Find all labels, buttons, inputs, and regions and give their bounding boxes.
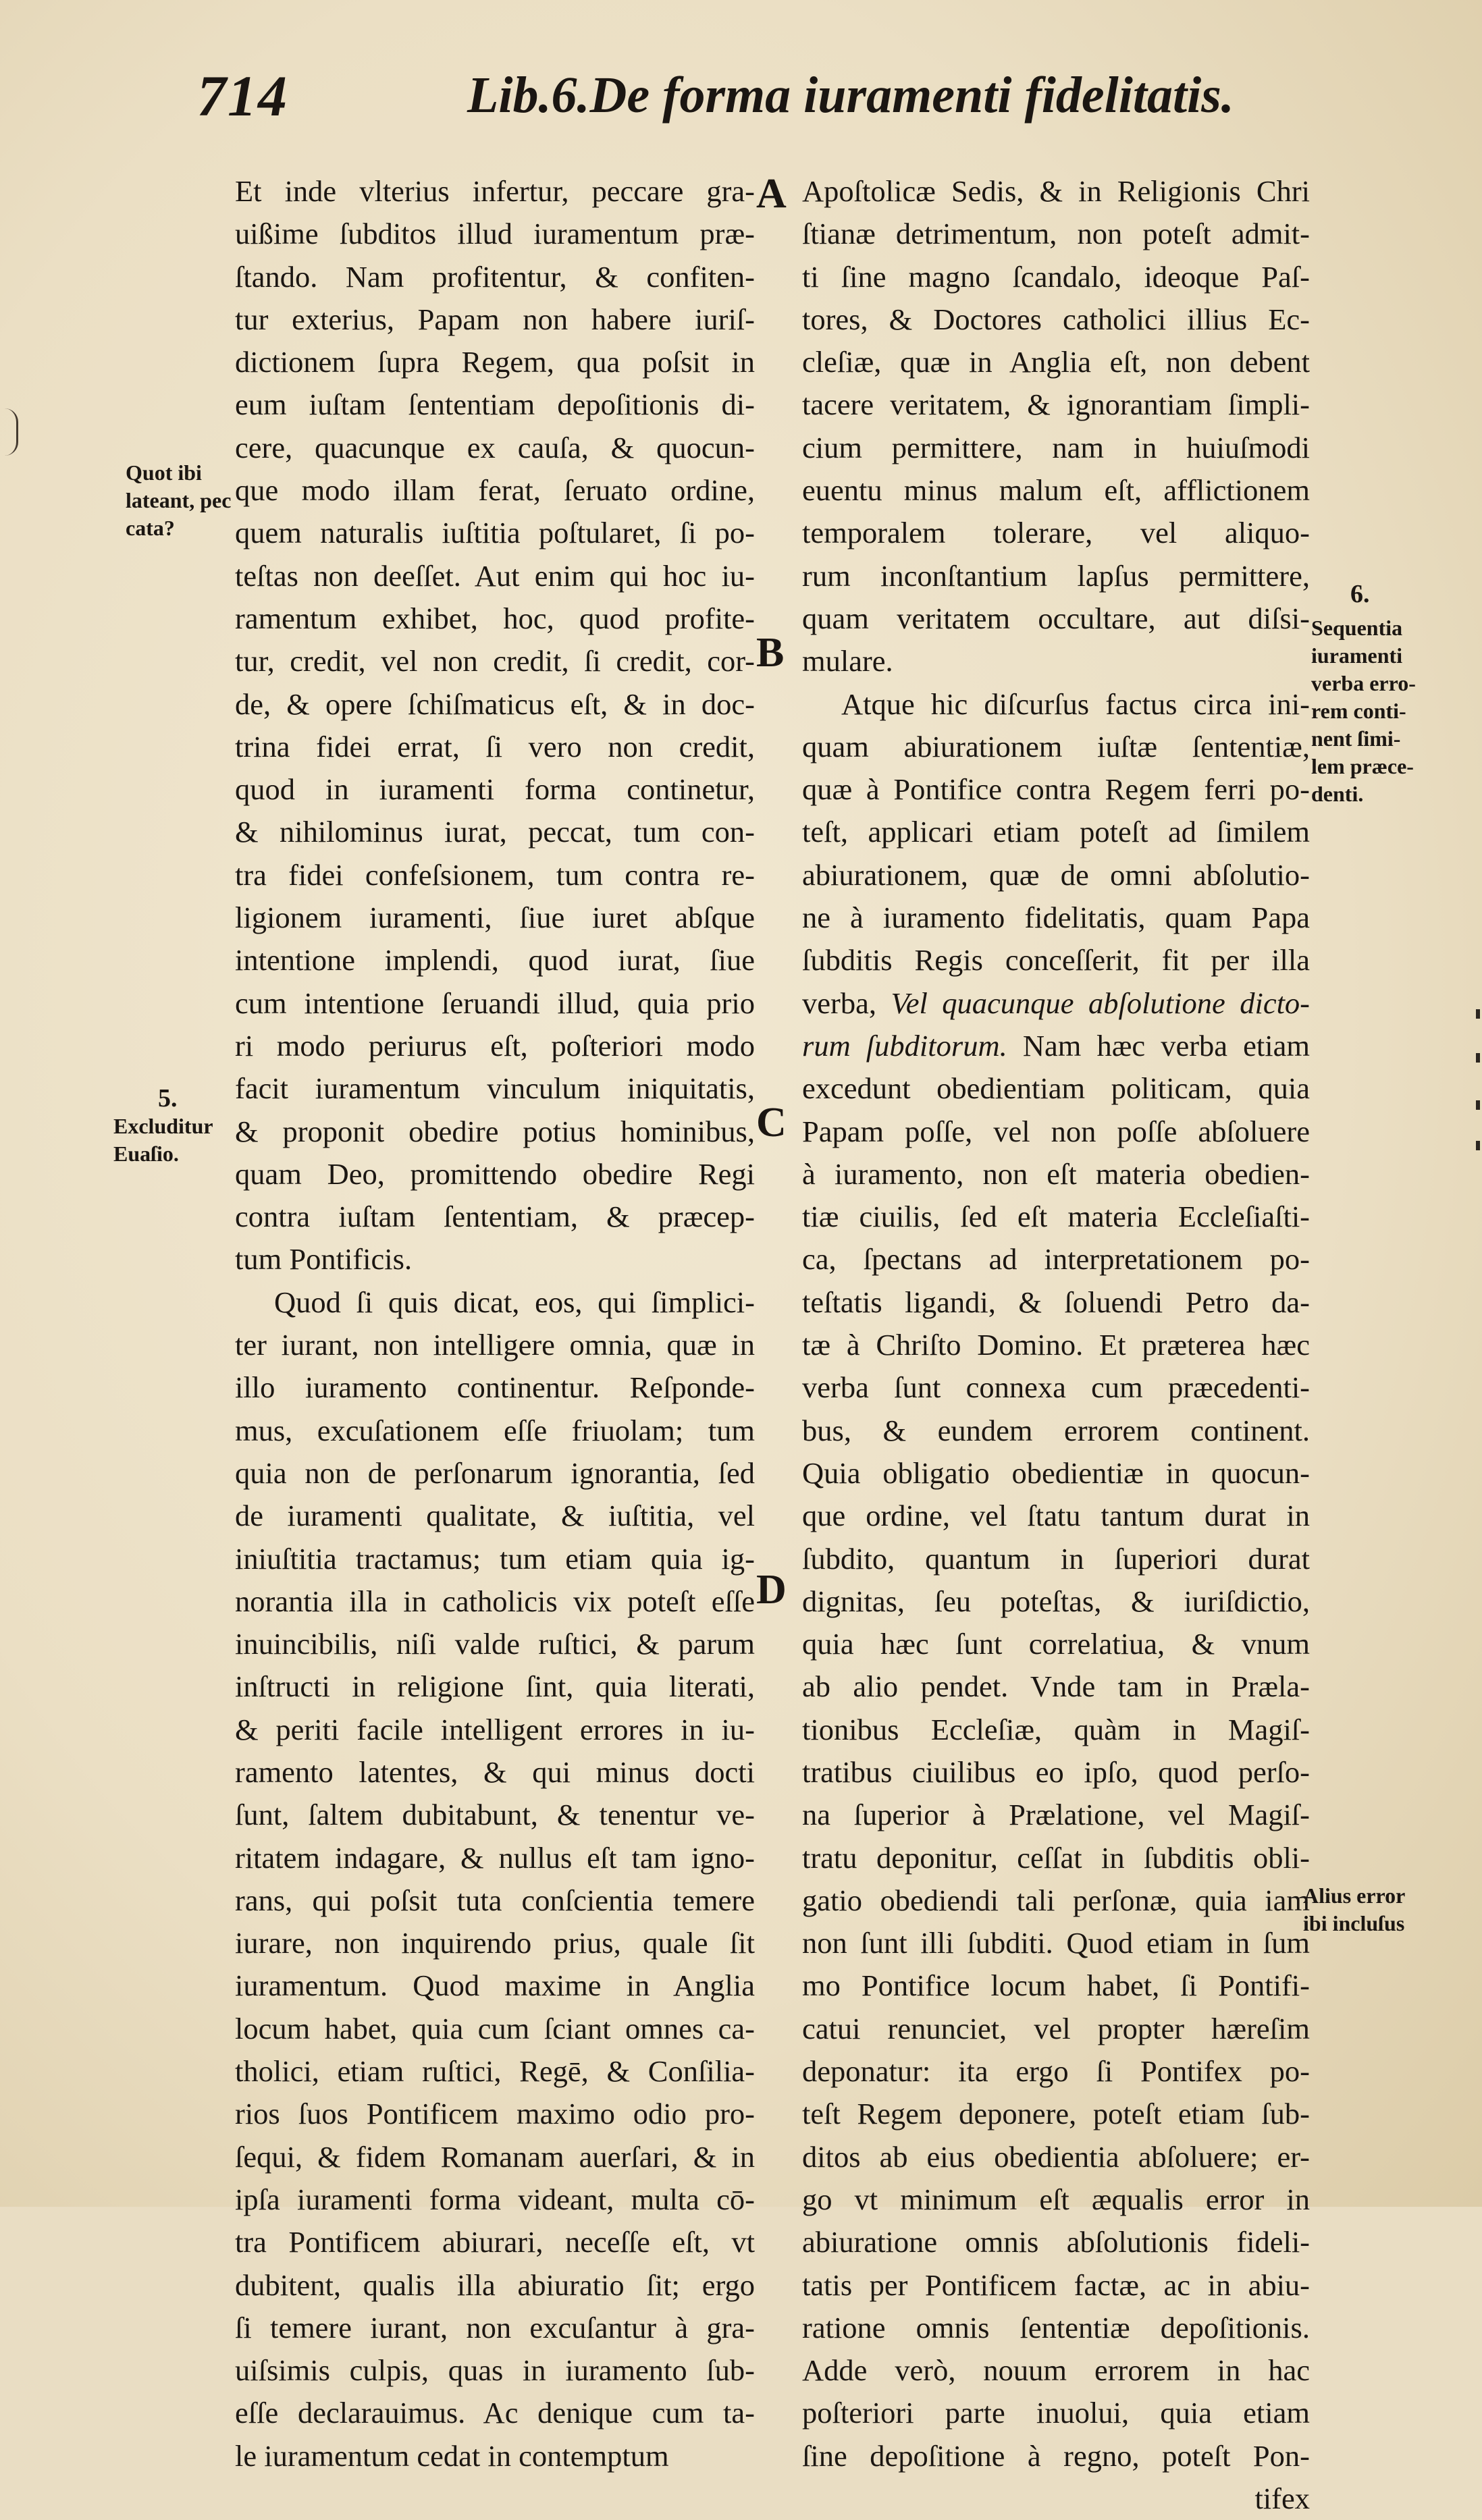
text-line: ter iurant, non intelligere omnia, quæ in [235,1328,755,1362]
text-line: ti ſine magno ſcandalo, ideoque Paſ- [802,259,1310,294]
text-line: ca, ſpectans ad interpretationem po- [802,1242,1310,1277]
text-line: cere, quacunque ex cauſa, & quocun- [235,430,755,464]
text-line: iuramentum. Quod maxime in Anglia [235,1968,755,2003]
text-line: ſubditis Regis conceſſerit, fit per illa [802,943,1310,977]
text-line: temporalem tolerare, vel aliquo- [802,516,1310,550]
text-line: teſtas non deeſſet. Aut enim qui hoc iu- [235,558,755,593]
text-line: de, & opere ſchiſmaticus eſt, & in doc- [235,687,755,721]
text-line: Quod ſi quis dicat, eos, qui ſimplici- [274,1285,755,1319]
text-line: rum ſubditorum. Nam hæc verba etiam [802,1028,1310,1063]
text-line: bus, & eundem errorem continent. [802,1413,1310,1447]
marginal-note-quot-ibi [126,459,231,542]
note-line: lateant, pec [126,488,232,512]
text-line: abiuratione omnis abſolutionis fideli- [802,2225,1310,2259]
text-line: eum iuſtam ſententiam depoſitionis di- [235,387,755,422]
text-line: ri modo periurus eſt, poſteriori modo [235,1028,755,1063]
text-line: quia non de perſonarum ignorantia, ſed [235,1455,755,1490]
text-line: ſtando. Nam profitentur, & confiten- [235,259,755,294]
text-line: ditos ab eius obedientia abſoluere; er- [802,2139,1310,2174]
page-number: 714 [197,63,288,128]
text-line: quod in iuramenti forma continetur, [235,772,755,807]
section-letter-d: D [756,1567,787,1613]
note-line: lem præce- [1311,754,1414,778]
edge-fleck [1476,1009,1480,1019]
note-line: nent ſimi- [1311,726,1401,751]
note-line: ibi incluſus [1303,1911,1405,1935]
text-line: dubitent, qualis illa abiuratio ſit; ergo [235,2268,755,2302]
text-line: teſt Regem deponere, poteſt etiam ſub- [802,2097,1310,2131]
text-line: quia hæc ſunt correlatiua, & vnum [802,1627,1310,1661]
text-line: teſt, applicari etiam poteſt ad ſimilem [802,815,1310,849]
note-line: iuramenti [1311,643,1403,668]
marginal-note-number-5: 5. [158,1084,178,1112]
text-line: poſteriori parte inuolui, quia etiam [802,2396,1310,2430]
text-line: cium permittere, nam in huiuſmodi [802,430,1310,464]
text-line: excedunt obedientiam politicam, quia [802,1071,1310,1106]
text-line: Apoſtolicæ Sedis, & in Religionis Chri [802,174,1310,208]
text-line: que ordine, vel ſtatu tantum durat in [802,1499,1310,1533]
text-line: tra Pontificem abiurari, neceſſe eſt, vt [235,2225,755,2259]
text-line: ſequi, & fidem Romanam auerſari, & in [235,2139,755,2174]
note-line: denti. [1311,782,1364,806]
text-line: intentione implendi, quod iurat, ſiue [235,943,755,977]
page-header [197,62,1345,143]
text-line: ramentum exhibet, hoc, quod profite- [235,601,755,635]
text-line: non ſunt illi ſubditi. Quod etiam in ſum [802,1926,1310,1960]
text-line: ramento latentes, & qui minus docti [235,1754,755,1789]
text-line: Papam poſſe, vel non poſſe abſoluere [802,1114,1310,1148]
text-line: norantia illa in catholicis vix poteſt eſſe [235,1584,755,1618]
text-line: uißime ſubditos illud iuramentum præ- [235,217,755,251]
text-line: cleſiæ, quæ in Anglia eſt, non debent [802,345,1310,379]
text-line: tur, credit, vel non credit, ſi credit, cor- [235,644,755,678]
text-line: trina fidei errat, ſi vero non credit, [235,729,755,763]
text-line: rios ſuos Pontificem maximo odio pro- [235,2097,755,2131]
text-line: gatio obediendi tali perſonæ, quia iam [802,1883,1310,1917]
text-line: cum intentione ſeruandi illud, quia prio [235,986,755,1020]
text-line: tifex [1254,2482,1310,2516]
text-line: Atque hic diſcurſus factus circa ini- [841,687,1310,721]
running-title: Lib.6.De forma iuramenti fidelitatis. [467,67,1234,124]
text-line: ne à iuramento fidelitatis, quam Papa [802,901,1310,935]
text-line: na ſuperior à Prælatione, vel Magiſ- [802,1798,1310,1832]
text-line: Quia obligatio obedientiæ in quocun- [802,1455,1310,1490]
text-line: ligionem iuramenti, ſiue iuret abſque [235,901,755,935]
text-line: tra fidei confeſsionem, tum contra re- [235,857,755,892]
text-line: ab alio pendet. Vnde tam in Præla- [802,1669,1310,1704]
text-line: tiæ ciuilis, ſed eſt materia Eccleſiaſti- [802,1200,1310,1234]
text-line: inuincibilis, niſi valde ruſtici, & parum [235,1627,755,1661]
note-line: rem conti- [1311,699,1406,723]
text-line: rum inconſtantium lapſus permittere, [802,558,1310,593]
edge-fleck [1476,1141,1480,1150]
text-line: uiſsimis culpis, quas in iuramento ſub- [235,2353,755,2388]
text-line: iniuſtitia tractamus; tum etiam quia ig- [235,1541,755,1576]
page-edge-mark [3,408,18,456]
text-line: verba ſunt connexa cum præcedenti- [802,1370,1310,1405]
note-line: Euaſio. [113,1142,179,1166]
note-line: verba erro- [1311,671,1416,695]
marginal-note-alius-error [1303,1882,1405,1937]
edge-fleck [1476,1053,1480,1063]
text-line: deponatur: ita ergo ſi Pontifex po- [802,2054,1310,2089]
text-line: tratu deponitur, ceſſat in ſubditis obli- [802,1840,1310,1875]
text-line: tæ à Chriſto Domino. Et præterea hæc [802,1328,1310,1362]
text-line: & nihilominus iurat, peccat, tum con- [235,815,755,849]
text-line: quam abiurationem iuſtæ ſententiæ, [802,729,1310,763]
text-line: mus, excuſationem eſſe friuolam; tum [235,1413,755,1447]
text-line: de iuramenti qualitate, & iuſtitia, vel [235,1499,755,1533]
marginal-note-number-6: 6. [1350,580,1370,608]
note-line: cata? [126,516,175,540]
text-line: facit iuramentum vinculum iniquitatis, [235,1071,755,1106]
text-line: contra iuſtam ſententiam, & præcep- [235,1200,755,1234]
text-line: verba, Vel quacunque abſolutione dicto- [802,986,1310,1020]
text-line: & periti facile intelligent errores in iu- [235,1712,755,1746]
text-line: illo iuramento continentur. Reſponde- [235,1370,755,1405]
text-line: abiurationem, quæ de omni abſolutio- [802,857,1310,892]
text-line: eſſe declarauimus. Ac denique cum ta- [235,2396,755,2430]
text-line: tratibus ciuilibus eo ipſo, quod perſo- [802,1754,1310,1789]
text-line: dignitas, ſeu poteſtas, & iuriſdictio, [802,1584,1310,1618]
text-line: tacere veritatem, & ignorantiam ſimpli- [802,387,1310,422]
text-line: Adde verò, nouum errorem in hac [802,2353,1310,2388]
text-line: rans, qui poſsit tuta conſcientia temere [235,1883,755,1917]
text-line: dictionem ſupra Regem, qua poſsit in [235,345,755,379]
text-line: à iuramento, non eſt materia obedien- [802,1156,1310,1191]
note-line: Sequentia [1311,616,1403,640]
left-text-column [235,170,755,2477]
text-line: ſunt, ſaltem dubitabunt, & tenentur ve- [235,1798,755,1832]
text-line: go vt minimum eſt æqualis error in [802,2182,1310,2216]
text-line: le iuramentum cedat in contemptum [235,2438,669,2473]
text-line: tur exterius, Papam non habere iuriſ- [235,302,755,336]
text-line: & proponit obedire potius hominibus, [235,1114,755,1148]
text-line: teſtatis ligandi, & ſoluendi Petro da- [802,1285,1310,1319]
note-line: Excluditur [113,1114,213,1138]
text-line: ſi temere iurant, non excuſantur à gra- [235,2310,755,2344]
text-line: tum Pontificis. [235,1242,413,1277]
section-letter-b: B [756,630,785,676]
text-line: quem naturalis iuſtitia poſtularet, ſi po- [235,516,755,550]
section-letter-c: C [756,1100,787,1146]
text-line: tholici, etiam ruſtici, Regē, & Conſilia- [235,2054,755,2089]
text-line: iurare, non inquirendo prius, quale ſit [235,1926,755,1960]
text-line: mo Pontifice locum habet, ſi Pontifi- [802,1968,1310,2003]
text-line: catui renunciet, vel propter hæreſim [802,2011,1310,2045]
text-line: que modo illam ferat, ſeruato ordine, [235,473,755,508]
section-letter-a: A [756,171,787,217]
right-text-column [802,170,1310,2520]
text-line: locum habet, quia cum ſciant omnes ca- [235,2011,755,2045]
text-line: ratione omnis ſententiæ depoſitionis. [802,2310,1310,2344]
note-line: Alius error [1303,1883,1406,1908]
marginal-note-sequentia [1311,614,1416,808]
text-line: ſubdito, quantum in ſuperiori durat [802,1541,1310,1576]
text-line: ſine depoſitione à regno, poteſt Pon- [802,2438,1310,2473]
text-line: ſtianæ detrimentum, non poteſt admit- [802,217,1310,251]
text-line: tatis per Pontificem factæ, ac in abiu- [802,2268,1310,2302]
text-line: quam veritatem occultare, aut diſsi- [802,601,1310,635]
text-line: ritatem indagare, & nullus eſt tam igno- [235,1840,755,1875]
text-line: inſtructi in religione ſint, quia literati, [235,1669,755,1704]
edge-fleck [1476,1100,1480,1110]
note-line: Quot ibi [126,460,202,485]
text-line: tores, & Doctores catholici illius Ec- [802,302,1310,336]
marginal-note-excluditur [113,1112,213,1168]
text-line: ipſa iuramenti forma videant, multa cō- [235,2182,755,2216]
text-line: euentu minus malum eſt, afflictionem [802,473,1310,508]
text-line: quæ à Pontifice contra Regem ferri po- [802,772,1310,807]
text-line: tionibus Eccleſiæ, quàm in Magiſ- [802,1712,1310,1746]
text-line: mulare. [802,644,893,678]
text-line: quam Deo, promittendo obedire Regi [235,1156,755,1191]
text-line: Et inde vlterius infertur, peccare gra- [235,174,755,208]
